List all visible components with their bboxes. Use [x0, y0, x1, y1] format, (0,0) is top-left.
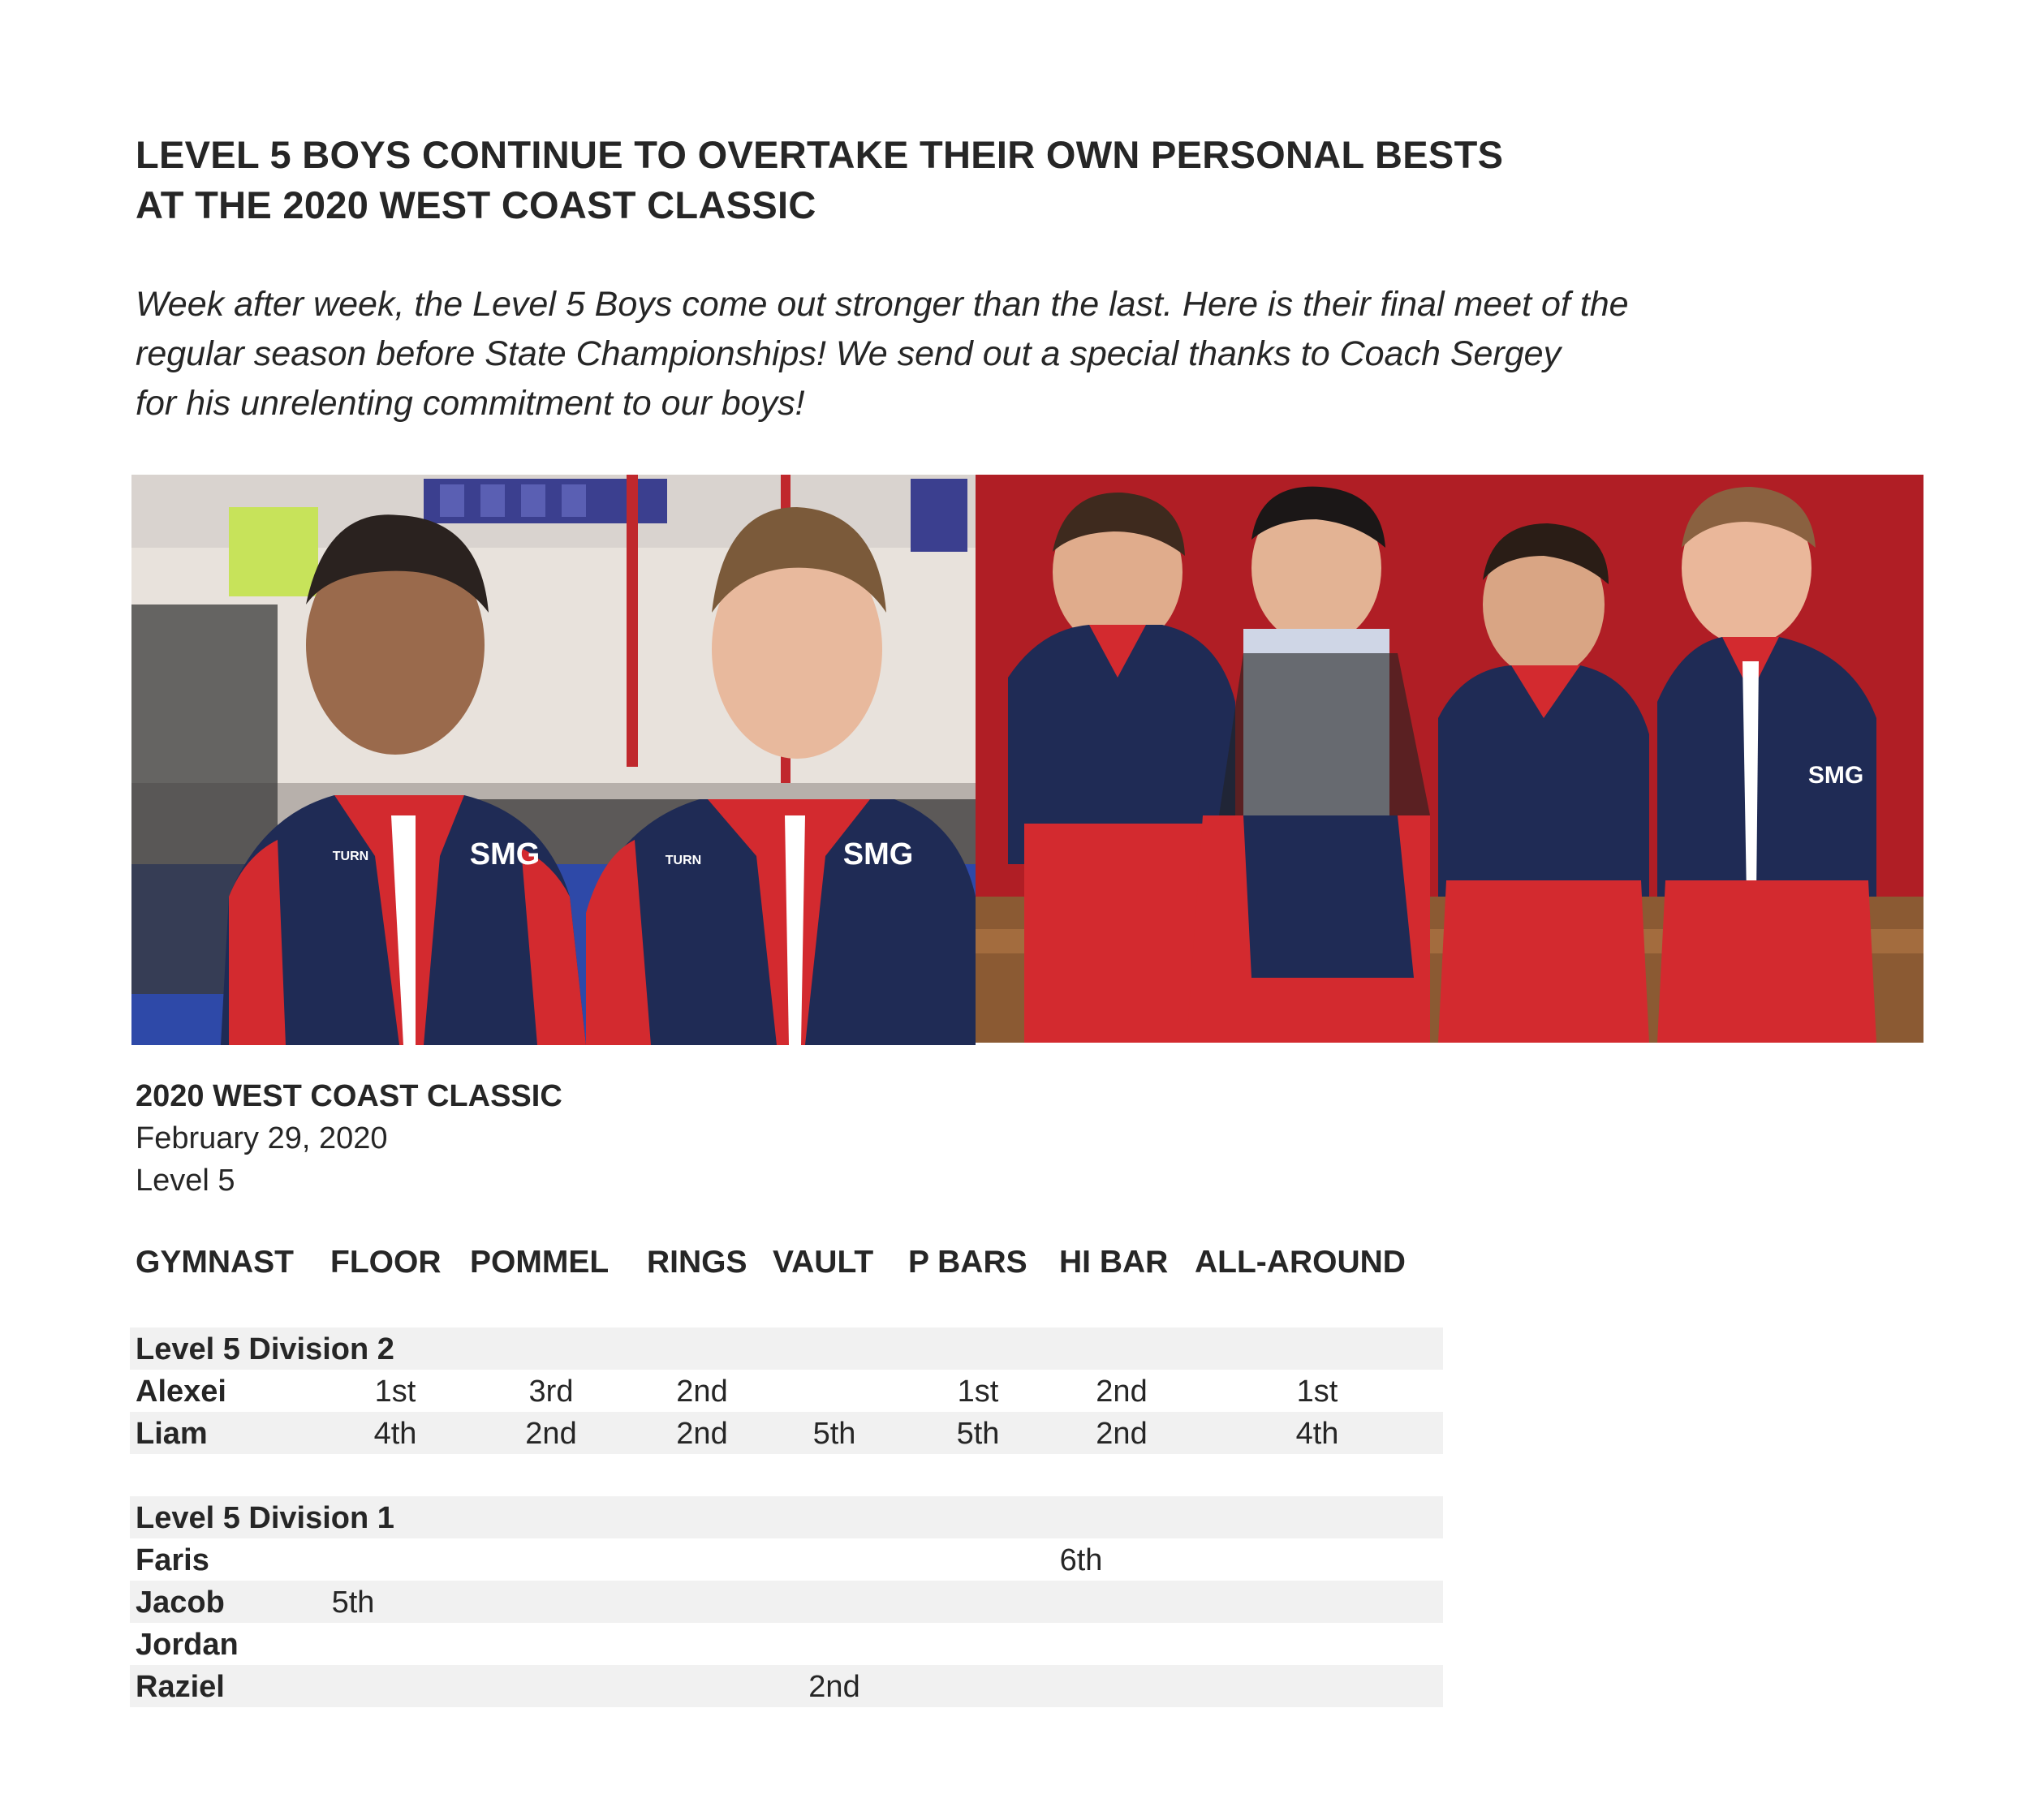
meet-level: Level 5: [136, 1164, 235, 1198]
table-row: [130, 1665, 1443, 1707]
score-rings: 2nd: [676, 1417, 728, 1451]
score-pommel: 2nd: [525, 1417, 577, 1451]
meet-date: February 29, 2020: [136, 1121, 388, 1155]
svg-text:SMG: SMG: [1807, 762, 1864, 789]
table-row: [130, 1538, 1443, 1581]
headline-line-1: LEVEL 5 BOYS CONTINUE TO OVERTAKE THEIR OWN PERSONAL BESTS: [136, 133, 1504, 176]
intro-line-3: for his unrelenting commitment to our boys!: [136, 384, 805, 423]
meet-name: 2020 WEST COAST CLASSIC: [136, 1079, 562, 1113]
svg-text:TURN: TURN: [332, 850, 369, 863]
gymnast-name: Alexei: [136, 1375, 226, 1409]
intro-line-2: regular season before State Championships! We send out a special thanks to Coach Sergey: [136, 334, 1562, 373]
meet-info: [136, 1075, 562, 1202]
photo-four-gymnasts-art: [976, 475, 1923, 1043]
score-vault: 5th: [812, 1417, 856, 1451]
gymnast-name: Raziel: [136, 1670, 225, 1704]
header-vault: VAULT: [773, 1245, 874, 1280]
score-allaround: 4th: [1295, 1417, 1339, 1451]
header-allaround: ALL-AROUND: [1195, 1245, 1406, 1280]
score-pommel: 3rd: [528, 1375, 574, 1409]
results-table: [130, 1241, 1443, 1707]
table-row: [130, 1581, 1443, 1623]
intro-paragraph: [136, 280, 1629, 428]
gymnast-name: Jacob: [136, 1586, 225, 1620]
headline-line-2: AT THE 2020 WEST COAST CLASSIC: [136, 183, 816, 226]
header-pommel: POMMEL: [470, 1245, 610, 1280]
photo-two-gymnasts: [131, 475, 976, 1045]
photo-four-gymnasts: [976, 475, 1923, 1043]
division-name: Level 5 Division 1: [136, 1501, 394, 1535]
score-floor: 4th: [373, 1417, 417, 1451]
table-row: [130, 1623, 1443, 1665]
header-gymnast: GYMNAST: [136, 1245, 294, 1280]
svg-text:TURN: TURN: [665, 854, 702, 867]
division-name: Level 5 Division 2: [136, 1332, 394, 1366]
header-pbars: P BARS: [908, 1245, 1027, 1280]
svg-text:SMG: SMG: [842, 837, 914, 871]
article-headline: [136, 130, 1503, 230]
header-floor: FLOOR: [330, 1245, 442, 1280]
gymnast-name: Faris: [136, 1543, 209, 1577]
score-hibar: 2nd: [1096, 1375, 1148, 1409]
results-header-row: [130, 1241, 1443, 1293]
score-pbars: 5th: [956, 1417, 1000, 1451]
score-floor: 1st: [374, 1375, 416, 1409]
photo-two-gymnasts-art: [131, 475, 976, 1045]
score-hibar: 6th: [1059, 1543, 1103, 1577]
gymnast-name: Jordan: [136, 1628, 239, 1662]
intro-line-1: Week after week, the Level 5 Boys come out stronger than the last. Here is their final meet of the: [136, 285, 1629, 324]
table-row: [130, 1412, 1443, 1454]
header-rings: RINGS: [647, 1245, 747, 1280]
gymnast-name: Liam: [136, 1417, 208, 1451]
score-pbars: 1st: [957, 1375, 999, 1409]
score-allaround: 1st: [1296, 1375, 1338, 1409]
division-row: [130, 1496, 1443, 1538]
score-hibar: 2nd: [1096, 1417, 1148, 1451]
division-row: [130, 1327, 1443, 1370]
score-rings: 2nd: [676, 1375, 728, 1409]
svg-text:SMG: SMG: [469, 837, 541, 871]
table-row: [130, 1370, 1443, 1412]
header-hibar: HI BAR: [1059, 1245, 1169, 1280]
score-vault: 2nd: [808, 1670, 860, 1704]
score-floor: 5th: [331, 1586, 375, 1620]
